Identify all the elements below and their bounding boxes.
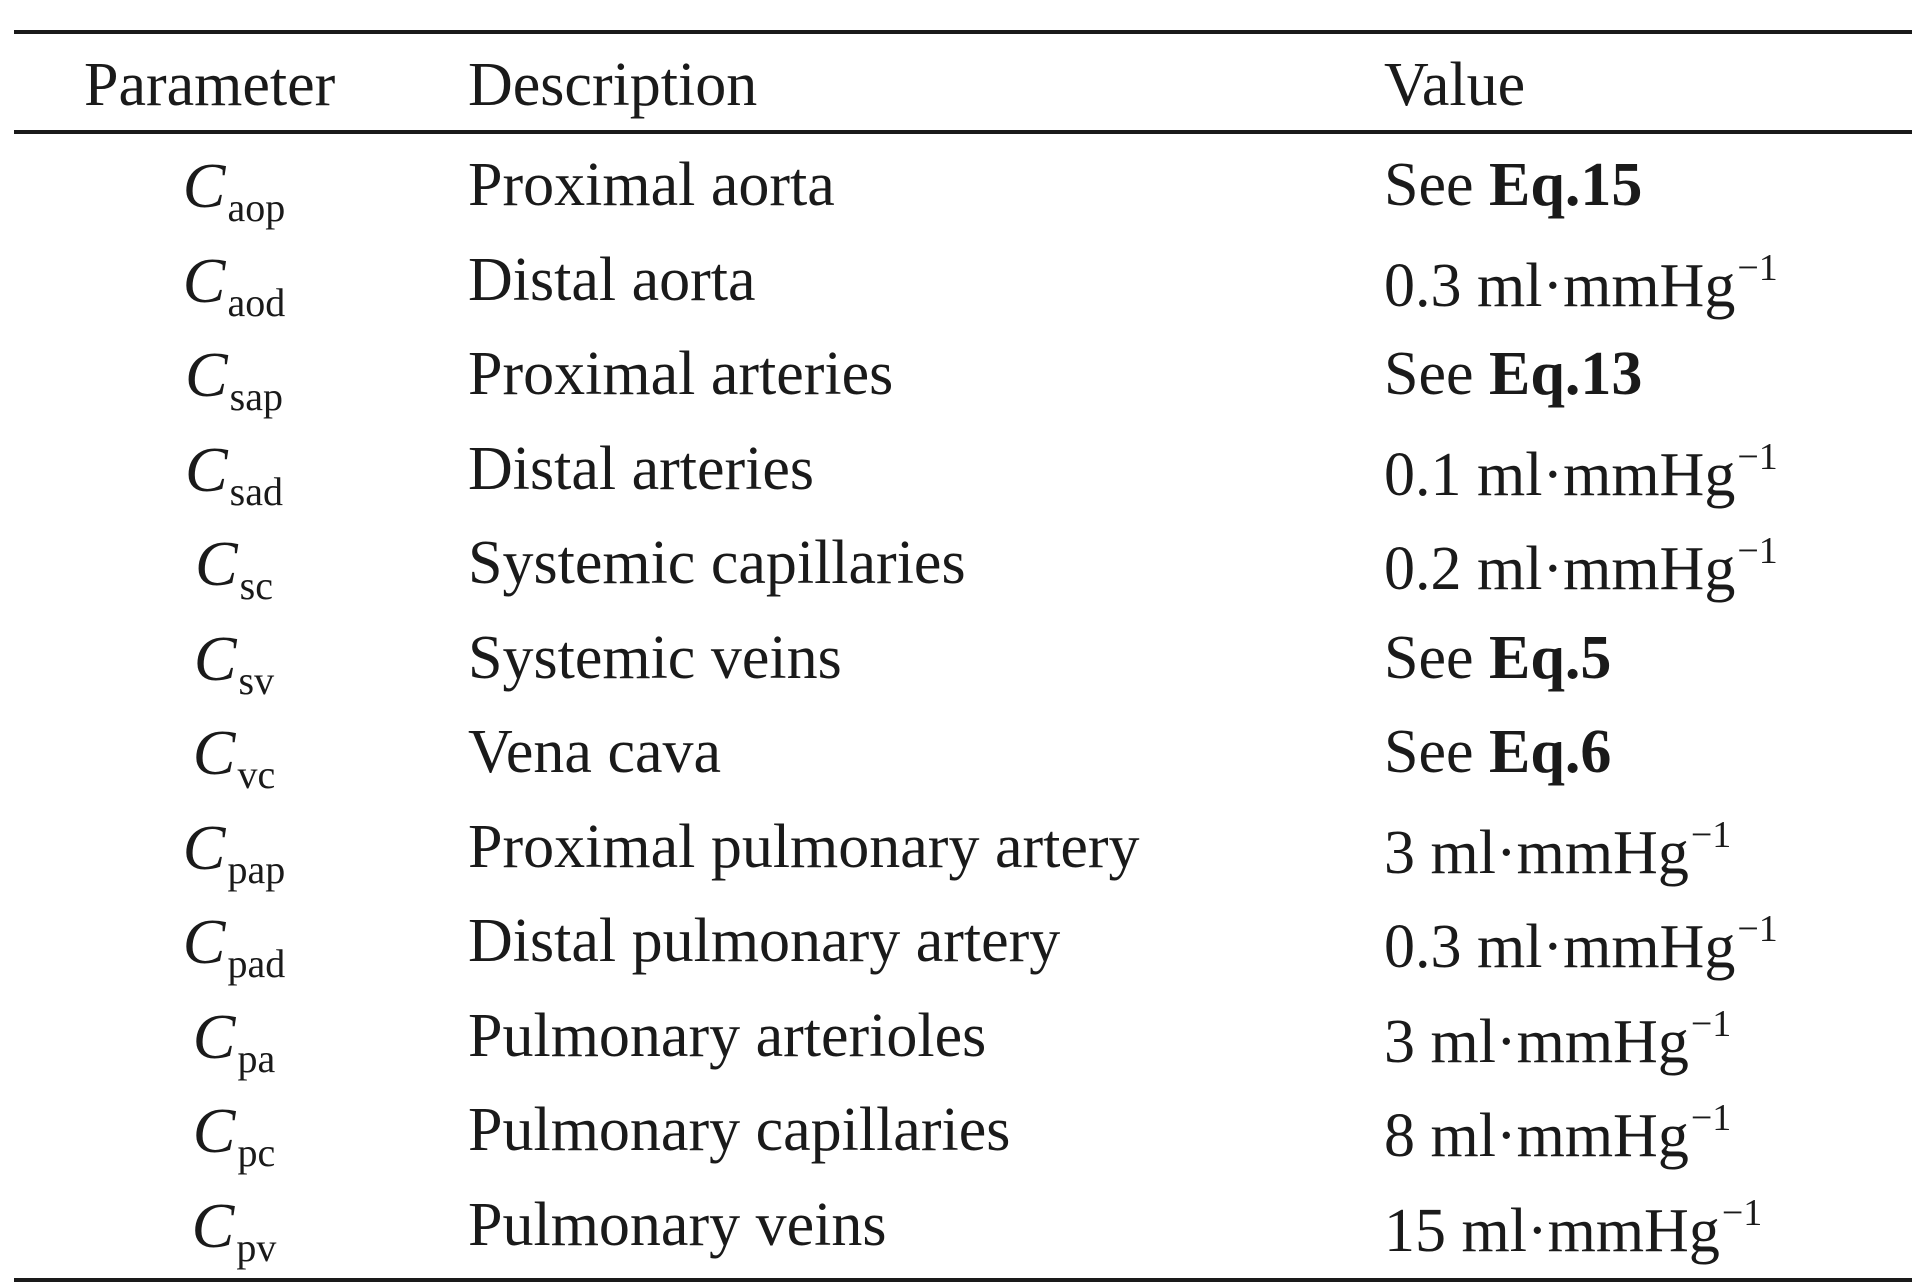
value-text: 0.1 ml·mmHg: [1384, 440, 1736, 509]
parameter-cell: [84, 339, 384, 419]
parameter-subscript: pa: [237, 1035, 276, 1081]
parameter-symbol: C: [184, 339, 228, 410]
description-cell: Systemic veins: [468, 623, 842, 692]
header-description: Description: [468, 51, 758, 119]
table-row: [14, 989, 1912, 1084]
unit-exponent: −1: [1721, 1191, 1763, 1234]
unit-exponent: −1: [1737, 435, 1778, 478]
parameter-symbol: C: [184, 433, 228, 505]
parameter-subscript: pv: [236, 1224, 277, 1270]
value-cell: [1384, 623, 1612, 692]
parameter-symbol: C: [191, 1189, 235, 1261]
unit-exponent: −1: [1737, 908, 1778, 950]
parameter-subscript: sad: [229, 468, 283, 514]
header-value: Value: [1384, 51, 1526, 119]
description-cell: Proximal pulmonary artery: [468, 812, 1140, 881]
unit-exponent: −1: [1690, 1002, 1732, 1045]
description-cell: Proximal arteries: [468, 340, 894, 408]
equation-reference: Eq.6: [1489, 718, 1612, 786]
description-cell: Vena cava: [468, 718, 721, 786]
description-cell: Systemic capillaries: [468, 529, 966, 597]
parameter-cell: [84, 244, 384, 325]
table-header-row: [14, 34, 1912, 130]
value-text: See: [1384, 151, 1490, 219]
value-text: See: [1384, 340, 1490, 408]
table-row: [14, 800, 1912, 895]
parameter-symbol: C: [192, 1000, 236, 1072]
table-row: [14, 705, 1912, 800]
description-cell: Distal aorta: [468, 245, 756, 314]
value-cell: [1384, 1097, 1732, 1170]
parameter-subscript: aop: [227, 185, 286, 230]
parameter-cell: [84, 433, 384, 514]
parameter-subscript: sc: [239, 563, 273, 608]
value-cell: [1384, 151, 1643, 219]
parameter-subscript: vc: [237, 752, 276, 797]
unit-exponent: −1: [1737, 530, 1778, 572]
unit-exponent: −1: [1690, 813, 1732, 856]
parameter-symbol: C: [182, 244, 226, 316]
description-cell: Distal pulmonary artery: [468, 907, 1061, 975]
parameter-cell: [84, 1000, 384, 1081]
table-row: [14, 327, 1912, 422]
parameter-subscript: sv: [238, 657, 275, 703]
description-cell: Pulmonary veins: [468, 1190, 887, 1259]
parameter-symbol: C: [192, 717, 236, 788]
value-text: See: [1384, 718, 1490, 786]
value-text: 0.3 ml·mmHg: [1384, 913, 1736, 981]
parameter-cell: [84, 1189, 384, 1270]
value-text: See: [1384, 623, 1490, 692]
value-cell: [1384, 246, 1778, 320]
value-cell: [1384, 1191, 1763, 1265]
value-text: 8 ml·mmHg: [1384, 1102, 1689, 1170]
parameter-subscript: pad: [227, 941, 286, 986]
parameter-cell: [84, 811, 384, 892]
parameter-cell: [84, 150, 384, 230]
table-bottom-rule: [14, 1278, 1912, 1282]
equation-reference: Eq.5: [1489, 623, 1612, 692]
description-cell: Pulmonary capillaries: [468, 1096, 1011, 1164]
value-cell: [1384, 340, 1643, 408]
description-cell: Proximal aorta: [468, 151, 835, 219]
parameter-cell: [84, 528, 384, 608]
value-cell: [1384, 813, 1732, 887]
parameter-symbol: C: [182, 906, 226, 977]
parameter-cell: [84, 906, 384, 986]
value-cell: [1384, 1002, 1732, 1076]
parameter-cell: [84, 717, 384, 797]
table-row: [14, 233, 1912, 328]
parameter-symbol: C: [192, 1095, 236, 1166]
parameter-table: [14, 30, 1912, 1282]
unit-exponent: −1: [1737, 246, 1778, 289]
table-row: [14, 422, 1912, 517]
unit-exponent: −1: [1690, 1097, 1732, 1139]
parameter-symbol: C: [182, 811, 226, 883]
header-parameter: Parameter: [84, 51, 336, 119]
table-row: [14, 1083, 1912, 1178]
parameter-subscript: aod: [227, 279, 286, 325]
value-text: 15 ml·mmHg: [1384, 1196, 1720, 1265]
equation-reference: Eq.13: [1489, 340, 1643, 408]
value-text: 0.2 ml·mmHg: [1384, 535, 1736, 603]
parameter-subscript: sap: [229, 374, 283, 419]
value-text: 3 ml·mmHg: [1384, 818, 1689, 887]
value-cell: [1384, 718, 1612, 786]
parameter-symbol: C: [194, 528, 238, 599]
parameter-subscript: pc: [237, 1130, 276, 1175]
table-row: [14, 516, 1912, 611]
value-cell: [1384, 530, 1778, 603]
table-row: [14, 138, 1912, 233]
parameter-symbol: C: [193, 622, 237, 694]
equation-reference: Eq.15: [1489, 151, 1643, 219]
parameter-cell: [84, 1095, 384, 1175]
parameter-cell: [84, 622, 384, 703]
parameter-symbol: C: [182, 150, 226, 221]
value-text: 0.3 ml·mmHg: [1384, 251, 1736, 320]
parameter-subscript: pap: [227, 846, 286, 892]
table-row: [14, 1178, 1912, 1273]
table-row: [14, 894, 1912, 989]
value-cell: [1384, 435, 1778, 509]
table-body: [14, 134, 1912, 1272]
description-cell: Pulmonary arterioles: [468, 1001, 987, 1070]
table-row: [14, 611, 1912, 706]
description-cell: Distal arteries: [468, 434, 815, 503]
value-cell: [1384, 908, 1778, 981]
value-text: 3 ml·mmHg: [1384, 1007, 1689, 1076]
